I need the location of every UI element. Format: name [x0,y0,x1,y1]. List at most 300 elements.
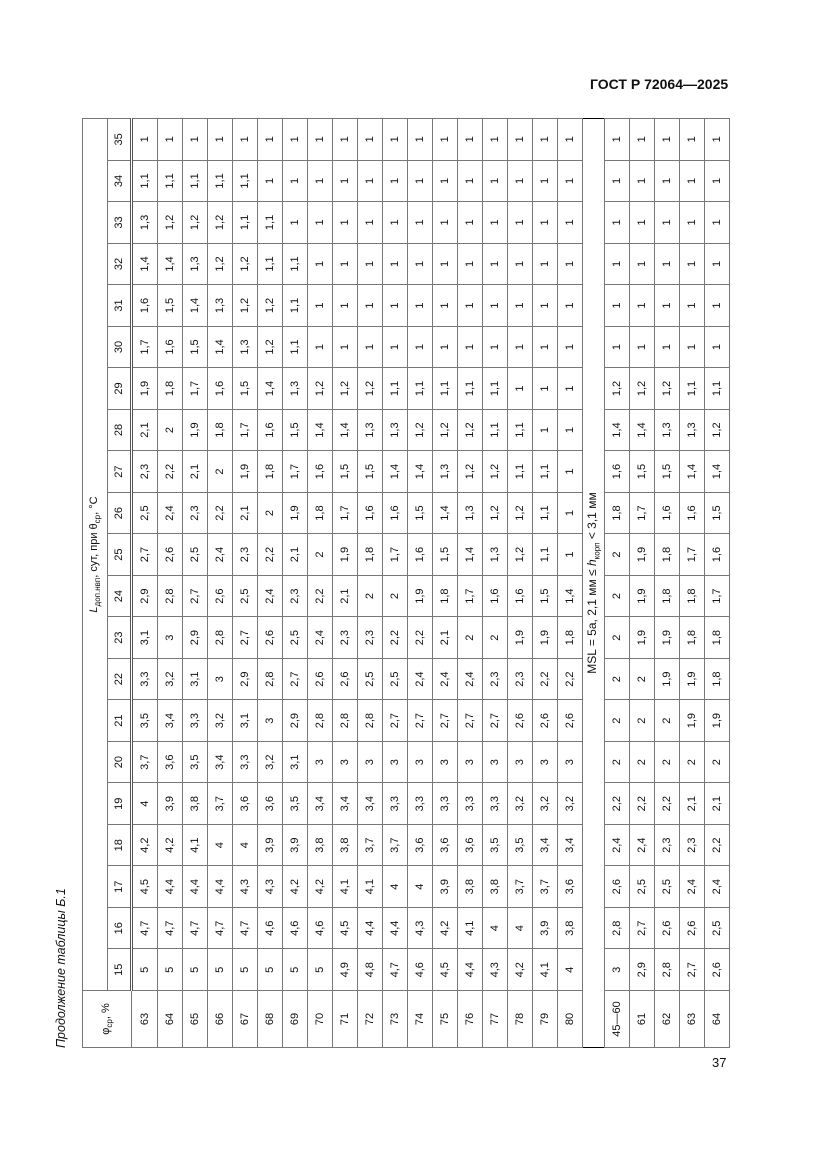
value-cell: 2 [308,534,333,576]
value-cell: 1,1 [208,160,233,202]
value-cell: 3,6 [158,741,183,783]
value-cell: 2,2 [558,658,583,700]
phi-cell: 75 [433,991,458,1048]
msl-suffix: < 3,1 мм [585,492,600,543]
value-cell: 1 [358,202,383,244]
table-row [483,119,508,1048]
value-cell: 1,5 [433,534,458,576]
value-cell: 3,7 [132,741,158,783]
value-cell: 1 [308,326,333,368]
value-cell: 1,1 [408,368,433,410]
value-cell: 1 [558,243,583,285]
value-cell: 1 [680,202,705,244]
value-cell: 3 [408,741,433,783]
value-cell: 4,7 [132,907,158,949]
value-cell: 2 [605,534,630,576]
value-cell: 1,2 [358,368,383,410]
value-cell: 5 [208,949,233,991]
value-cell: 3 [358,741,383,783]
value-cell: 1 [333,243,358,285]
value-cell: 1,5 [655,451,680,493]
temperature-header-cell: 15 [108,949,132,991]
table-row [158,119,183,1048]
value-cell: 2,7 [433,700,458,742]
value-cell: 1,3 [483,534,508,576]
value-cell: 1,8 [680,575,705,617]
value-cell: 1 [183,119,208,161]
value-cell: 1,2 [483,451,508,493]
value-cell: 1 [630,285,655,327]
value-cell: 3,7 [358,824,383,866]
value-cell: 2,3 [233,534,258,576]
value-cell: 2 [358,575,383,617]
table-row [558,119,583,1048]
value-cell: 3,4 [558,824,583,866]
value-cell: 4,4 [458,949,483,991]
value-cell: 1 [283,202,308,244]
value-cell: 1 [408,202,433,244]
value-cell: 3,7 [533,866,558,908]
value-cell: 1,2 [308,368,333,410]
value-cell: 3,9 [258,824,283,866]
msl-section-row [583,119,605,1048]
value-cell: 4,4 [183,866,208,908]
value-cell: 1,1 [158,160,183,202]
value-cell: 1 [408,119,433,161]
value-cell: 2,7 [483,700,508,742]
value-cell: 3,2 [258,741,283,783]
value-cell: 2,4 [458,658,483,700]
value-cell: 3,2 [508,783,533,825]
value-cell: 2 [383,575,408,617]
value-cell: 1,6 [308,451,333,493]
value-cell: 1,4 [258,368,283,410]
value-cell: 1,2 [158,202,183,244]
temperature-header-cell: 21 [108,700,132,742]
value-cell: 1,9 [680,700,705,742]
value-cell: 1,9 [132,368,158,410]
value-cell: 1,4 [308,409,333,451]
value-cell: 1 [508,160,533,202]
value-cell: 1 [333,160,358,202]
value-cell: 3,8 [183,783,208,825]
value-cell: 1 [533,326,558,368]
value-cell: 2,1 [132,409,158,451]
value-cell: 4 [383,866,408,908]
value-cell: 2 [630,658,655,700]
phi-cell: 70 [308,991,333,1048]
value-cell: 1 [508,368,533,410]
value-cell: 1,4 [408,451,433,493]
value-cell: 2,6 [158,534,183,576]
value-cell: 1,1 [283,243,308,285]
value-cell: 1 [680,160,705,202]
value-cell: 1,3 [208,285,233,327]
value-cell: 2,6 [605,866,630,908]
phi-cell: 68 [258,991,283,1048]
value-cell: 1,2 [208,202,233,244]
value-cell: 1,5 [233,368,258,410]
temperature-header-cell: 24 [108,575,132,617]
value-cell: 2,5 [283,617,308,659]
value-cell: 1,2 [258,326,283,368]
table-row [233,119,258,1048]
value-cell: 2,8 [258,658,283,700]
value-cell: 1 [655,326,680,368]
phi-cell: 66 [208,991,233,1048]
value-cell: 1 [283,160,308,202]
value-cell: 1 [605,243,630,285]
value-cell: 2,7 [233,617,258,659]
value-cell: 3,4 [358,783,383,825]
phi-cell: 74 [408,991,433,1048]
value-cell: 1,4 [208,326,233,368]
table-row [383,119,408,1048]
value-cell: 2,3 [655,824,680,866]
value-cell: 1 [358,160,383,202]
value-cell: 2,6 [508,700,533,742]
value-cell: 1,3 [132,202,158,244]
value-cell: 4,6 [408,949,433,991]
value-cell: 1,2 [655,368,680,410]
value-cell: 3,5 [508,824,533,866]
value-cell: 1,8 [158,368,183,410]
temperature-header-cell: 19 [108,783,132,825]
value-cell: 2,4 [630,824,655,866]
value-cell: 1 [655,202,680,244]
value-cell: 4 [483,907,508,949]
value-cell: 1 [508,202,533,244]
value-cell: 3,1 [183,658,208,700]
value-cell: 2,3 [483,658,508,700]
value-cell: 1 [630,243,655,285]
value-cell: 1 [605,119,630,161]
value-cell: 1,4 [383,451,408,493]
phi-cell: 62 [655,991,680,1048]
value-cell: 4 [132,783,158,825]
value-cell: 1,8 [358,534,383,576]
temperature-header-cell: 25 [108,534,132,576]
value-cell: 1 [458,119,483,161]
phi-cell: 79 [533,991,558,1048]
value-cell: 1 [408,285,433,327]
value-cell: 2,1 [183,451,208,493]
value-cell: 2 [605,617,630,659]
value-cell: 1,4 [333,409,358,451]
temperature-header-cell: 17 [108,866,132,908]
value-cell: 2,4 [258,575,283,617]
value-cell: 1 [508,243,533,285]
value-cell: 4 [558,949,583,991]
value-cell: 1 [433,202,458,244]
value-cell: 1,5 [333,451,358,493]
value-cell: 1,3 [680,409,705,451]
phi-unit: , % [99,1003,112,1020]
value-cell: 1 [533,202,558,244]
temperature-header-cell: 33 [108,202,132,244]
value-cell: 3,3 [433,783,458,825]
phi-cell: 72 [358,991,383,1048]
phi-header [83,991,132,1048]
phi-cell: 61 [630,991,655,1048]
value-cell: 1 [558,492,583,534]
value-cell: 3,4 [333,783,358,825]
value-cell: 5 [158,949,183,991]
theta-sub: ср [93,514,103,524]
value-cell: 1 [705,119,730,161]
table-row [458,119,483,1048]
value-cell: 3,6 [408,824,433,866]
value-cell: 4 [408,866,433,908]
msl-h-sub: корп [592,542,602,560]
value-cell: 2,9 [630,949,655,991]
value-cell: 1 [533,160,558,202]
temperature-header-cell: 28 [108,409,132,451]
value-cell: 1 [433,119,458,161]
page-number: 37 [712,1055,727,1070]
value-cell: 1 [458,160,483,202]
value-cell: 1,6 [483,575,508,617]
value-cell: 1,7 [233,409,258,451]
value-cell: 4,7 [183,907,208,949]
value-cell: 1 [680,285,705,327]
value-cell: 1,7 [458,575,483,617]
table-row [433,119,458,1048]
value-cell: 2,8 [208,617,233,659]
value-cell: 3,6 [258,783,283,825]
value-cell: 4,2 [308,866,333,908]
phi-cell: 45—60 [605,991,630,1048]
value-cell: 1,7 [705,575,730,617]
value-cell: 4 [233,824,258,866]
value-cell: 2 [705,741,730,783]
value-cell: 1 [558,534,583,576]
value-cell: 1,9 [705,700,730,742]
value-cell: 1,4 [680,451,705,493]
value-cell: 1,4 [705,451,730,493]
value-cell: 1 [132,119,158,161]
value-cell: 1,8 [655,575,680,617]
value-cell: 1,3 [458,492,483,534]
value-cell: 1 [680,119,705,161]
value-cell: 1 [630,160,655,202]
value-cell: 1 [508,285,533,327]
value-cell: 1,5 [283,409,308,451]
value-cell: 2,8 [655,949,680,991]
table-row [508,119,533,1048]
value-cell: 1,8 [208,409,233,451]
value-cell: 1 [308,243,333,285]
table-row [208,119,233,1048]
value-cell: 2,8 [605,907,630,949]
value-cell: 3 [433,741,458,783]
header-row [83,119,108,1048]
value-cell: 4,3 [233,866,258,908]
value-cell: 1 [383,119,408,161]
value-cell: 2,5 [383,658,408,700]
value-cell: 3 [208,658,233,700]
value-cell: 2,2 [605,783,630,825]
value-cell: 3,1 [132,617,158,659]
value-cell: 2,6 [680,907,705,949]
value-cell: 1,9 [680,658,705,700]
value-cell: 4,7 [158,907,183,949]
value-cell: 1,2 [258,285,283,327]
table-row [132,119,158,1048]
value-cell: 1,4 [630,409,655,451]
value-cell: 4,6 [308,907,333,949]
value-cell: 2,6 [533,700,558,742]
value-cell: 2,2 [208,492,233,534]
value-cell: 2 [605,700,630,742]
value-cell: 1 [680,326,705,368]
value-cell: 4 [508,907,533,949]
value-cell: 1 [408,326,433,368]
value-cell: 2,6 [655,907,680,949]
value-cell: 5 [132,949,158,991]
value-cell: 1,9 [533,617,558,659]
value-cell: 2,5 [705,907,730,949]
value-cell: 3,9 [533,907,558,949]
value-cell: 1 [333,119,358,161]
value-cell: 1,1 [458,368,483,410]
value-cell: 2,7 [630,907,655,949]
value-cell: 2,5 [655,866,680,908]
value-cell: 3,5 [183,741,208,783]
l-mid: , сут, при θ [87,523,100,578]
value-cell: 3,7 [383,824,408,866]
value-cell: 3,6 [458,824,483,866]
value-cell: 1,1 [258,202,283,244]
value-cell: 1 [705,160,730,202]
value-cell: 3,5 [132,700,158,742]
table-row [333,119,358,1048]
value-cell: 2,1 [333,575,358,617]
value-cell: 1 [705,285,730,327]
value-cell: 3,4 [308,783,333,825]
value-cell: 1 [308,285,333,327]
value-cell: 1 [308,160,333,202]
table-row [533,119,558,1048]
value-cell: 4,4 [158,866,183,908]
value-cell: 1 [705,326,730,368]
msl-h: h [585,559,600,567]
value-cell: 1,6 [655,492,680,534]
value-cell: 1,2 [233,285,258,327]
value-cell: 1,9 [283,492,308,534]
value-cell: 2,2 [308,575,333,617]
value-cell: 1 [308,202,333,244]
value-cell: 1 [630,326,655,368]
value-cell: 1,7 [333,492,358,534]
storage-time-table [82,118,730,1048]
value-cell: 3,9 [433,866,458,908]
temperature-header-cell: 34 [108,160,132,202]
value-cell: 1 [483,160,508,202]
value-cell: 2,3 [508,658,533,700]
value-cell: 2,4 [408,658,433,700]
phi-cell: 71 [333,991,358,1048]
temperature-header-cell: 29 [108,368,132,410]
value-cell: 1,6 [158,326,183,368]
phi-cell: 67 [233,991,258,1048]
value-cell: 3,2 [208,700,233,742]
value-cell: 4,9 [333,949,358,991]
value-cell: 1,5 [705,492,730,534]
value-cell: 1 [458,243,483,285]
value-cell: 2,2 [705,824,730,866]
value-cell: 1,9 [630,617,655,659]
value-cell: 1,9 [655,658,680,700]
value-cell: 2,4 [705,866,730,908]
value-cell: 1 [655,285,680,327]
value-cell: 3,3 [183,700,208,742]
value-cell: 1,1 [433,368,458,410]
value-cell: 1 [705,243,730,285]
value-cell: 1,3 [433,451,458,493]
value-cell: 2 [630,700,655,742]
table-row [183,119,208,1048]
value-cell: 1 [233,119,258,161]
table-row [308,119,333,1048]
value-cell: 1,1 [533,492,558,534]
l-unit: , °С [87,496,100,515]
value-cell: 1,9 [183,409,208,451]
value-cell: 2,1 [705,783,730,825]
value-cell: 1 [533,409,558,451]
value-cell: 2,6 [258,617,283,659]
value-cell: 2,1 [283,534,308,576]
value-cell: 3 [383,741,408,783]
value-cell: 3,4 [208,741,233,783]
value-cell: 1 [605,285,630,327]
value-cell: 4,4 [358,907,383,949]
value-cell: 1,9 [408,575,433,617]
value-cell: 1 [408,243,433,285]
table-row [408,119,433,1048]
value-cell: 3 [558,741,583,783]
value-cell: 3,2 [158,658,183,700]
value-cell: 2,6 [333,658,358,700]
value-cell: 3,6 [433,824,458,866]
value-cell: 2,6 [558,700,583,742]
value-cell: 2,8 [158,575,183,617]
value-cell: 4,4 [208,866,233,908]
value-cell: 2 [605,575,630,617]
value-cell: 1 [383,202,408,244]
value-cell: 3 [533,741,558,783]
temperature-header-row [108,119,132,1048]
value-cell: 4,2 [433,907,458,949]
value-cell: 1,2 [458,451,483,493]
value-cell: 2 [483,617,508,659]
value-cell: 1 [333,326,358,368]
phi-cell: 77 [483,991,508,1048]
value-cell: 4,8 [358,949,383,991]
value-cell: 1,6 [208,368,233,410]
value-cell: 2,1 [680,783,705,825]
value-cell: 1 [408,160,433,202]
value-cell: 3,2 [533,783,558,825]
value-cell: 1,3 [233,326,258,368]
value-cell: 1 [533,243,558,285]
value-cell: 2,5 [358,658,383,700]
value-cell: 1,6 [383,492,408,534]
table-row [705,119,730,1048]
value-cell: 3 [258,700,283,742]
value-cell: 1 [383,160,408,202]
value-cell: 1 [558,119,583,161]
